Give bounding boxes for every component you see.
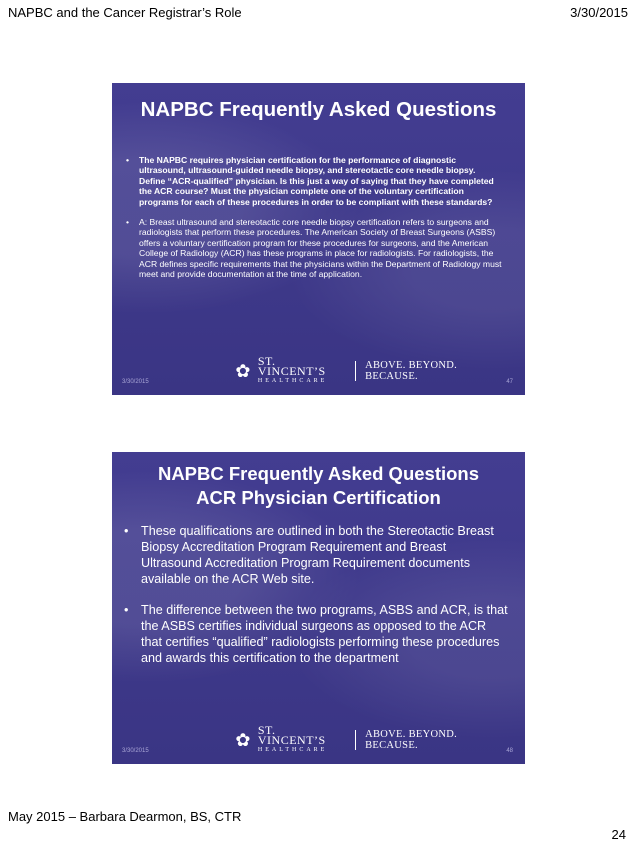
logo-divider — [355, 361, 356, 381]
page-number: 24 — [611, 827, 626, 842]
slide-body — [124, 523, 509, 681]
bullet-text: A: Breast ultrasound and stereotactic core needle biopsy certification refers to surgeons and radiologists that perform these procedures. The American Society of Breast Surgeons (ASBS) offers a voluntary certification program for these procedures for surgeons, and the American College of Radiology (ACR) has these programs in place for radiologists. For radiologists, the ACR defines specific requirements that the physicians within the Department of Radiology must meet and provide documentation at the time of application. — [139, 217, 502, 280]
slide-title: NAPBC Frequently Asked Questions — [140, 98, 497, 121]
slide-number: 48 — [506, 748, 513, 754]
brand-text — [258, 725, 346, 755]
slide-title-line-2: ACR Physician Certification — [196, 487, 441, 508]
slide-48 — [112, 452, 525, 764]
flower-logo-icon: ✿ — [235, 729, 251, 750]
document-header-date: 3/30/2015 — [570, 5, 628, 20]
bullet-text: These qualifications are outlined in both the Stereotactic Breast Biopsy Accreditation Program Requirement and Breast Ultrasound Accreditation Program Requirement documents available on the ACR Web site. — [141, 524, 494, 586]
brand-text — [258, 356, 346, 386]
brand-subtitle: HEALTHCARE — [257, 378, 328, 384]
bullet-item — [124, 523, 509, 587]
slide-number: 47 — [506, 379, 513, 385]
bullet-icon: • — [126, 217, 130, 228]
brand-tagline: ABOVE. BEYOND. BECAUSE. — [365, 729, 458, 751]
bullet-item — [124, 602, 509, 666]
slide-47 — [112, 83, 525, 395]
bullet-icon: • — [124, 603, 129, 617]
st-vincents-logo — [232, 354, 512, 385]
slide-date: 3/30/2015 — [122, 748, 149, 754]
bullet-item — [126, 217, 503, 279]
bullet-text: The NAPBC requires physician certification for the performance of diagnostic ultrasound, ultrasound-guided needle biopsy, and stereotactic core needle biopsy. Define “ACR-qualified” physician. Is this just a way of saying that they have completed the ACR course? Must the physician complete one of the voluntary certification programs for each of these procedures in order to be compliant with these standards? — [139, 155, 494, 207]
logo-divider — [355, 730, 356, 750]
slide-body — [126, 155, 503, 289]
flower-logo-icon: ✿ — [235, 360, 251, 381]
document-header-title: NAPBC and the Cancer Registrar’s Role — [8, 5, 242, 20]
brand-name: ST. VINCENT’S — [257, 723, 326, 747]
bullet-text: The difference between the two programs, ASBS and ACR, is that the ASBS certifies individual surgeons as opposed to the ACR that certifies “qualified” radiologists performing these procedures and awards this certification to the department — [141, 603, 508, 665]
slide-date: 3/30/2015 — [122, 379, 149, 385]
document-footer: May 2015 – Barbara Dearmon, BS, CTR — [8, 809, 242, 824]
st-vincents-logo — [232, 723, 512, 754]
bullet-item — [126, 155, 503, 207]
slide-title-line-1: NAPBC Frequently Asked Questions — [157, 463, 480, 484]
bullet-icon: • — [126, 155, 130, 165]
brand-tagline: ABOVE. BEYOND. BECAUSE. — [365, 360, 458, 382]
bullet-icon: • — [124, 524, 129, 538]
brand-subtitle: HEALTHCARE — [257, 747, 328, 753]
slide-title — [122, 462, 515, 510]
brand-name: ST. VINCENT’S — [257, 354, 326, 378]
